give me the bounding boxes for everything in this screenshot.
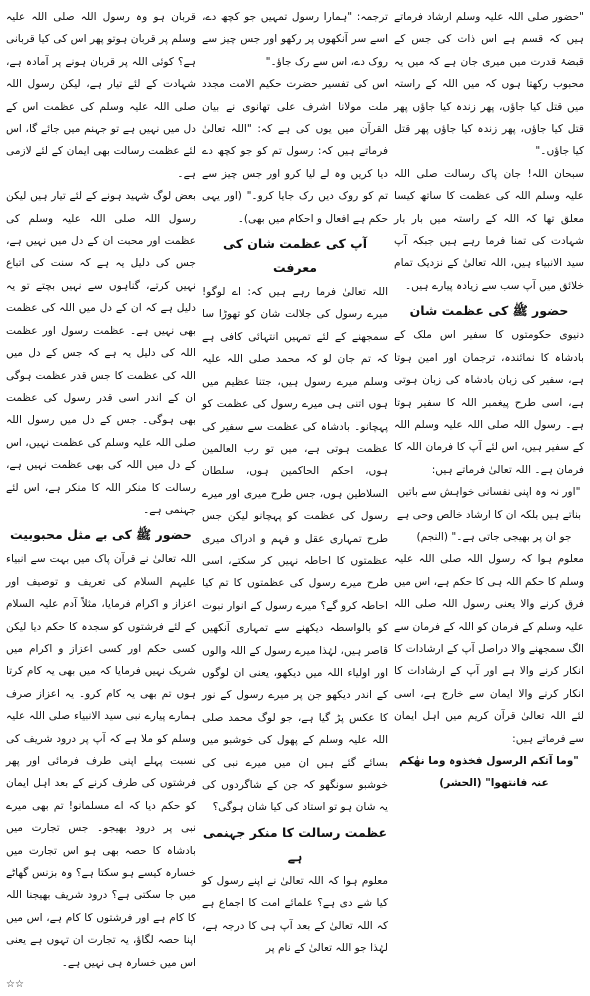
column-left: [6, 6, 196, 991]
column-right: [394, 6, 584, 818]
section-heading: آپ کی عظمت شان کی معرفت: [222, 236, 368, 276]
verse-reference: (النجم): [416, 530, 449, 543]
verse-text: "اور نہ وہ اپنی نفسانی خواہش سے باتیں بناتے ہیں بلکہ ان کا ارشاد خالص وحی ہے جو ان پر بھیجی جاتی ہے۔": [396, 486, 582, 543]
section-heading: عظمت رسالت کا منکر جہنمی ہے: [202, 824, 388, 864]
paragraph: معلوم ہوا کہ اللہ تعالیٰ نے اپنے رسول کو کیا شے دی ہے؟ علمائے امت کا اجماع ہے کہ اللہ تعالیٰ کے بعد آپ ہی کا درجہ ہے، لہٰذا جو اللہ تعالیٰ کے نام پر: [201, 874, 389, 955]
paragraph: "حضور صلی اللہ علیہ وسلم ارشاد فرماتے ہیں کہ قسم ہے اس ذات کی جس کے قبضۂ قدرت میں میری جان ہے کہ میں یہ محبوب رکھتا ہوں کہ میں اللہ کے راستہ میں قتل کیا جاؤں، پھر زندہ کیا جاؤں پھر قتل کیا جاؤں، پھر زندہ کیا جاؤں پھر قتل کیا جاؤں۔": [394, 11, 584, 158]
arabic-text: "وما آتکم الرسول فخذوہ وما نھٰکم عنہ فانتھوا": [399, 755, 579, 790]
section-heading: حضور ﷺ کی عظمت شان: [409, 303, 569, 319]
arabic-verse: [394, 750, 584, 795]
paragraph: معلوم ہوا کہ رسول اللہ صلی اللہ علیہ وسلم کا حکم اللہ ہی کا حکم ہے، اس میں فرق کرنے والا یعنی رسول اللہ صلی اللہ علیہ وسلم کے فرمان کو اللہ کے فرمان سے الگ سمجھنے والا دراصل آپ کے ارشادات کا انکار کرنے والا ہے اور آپ کے ارشادات کا انکار کرنے والا ایمان سے خارج ہے، اسی لئے اللہ تعالیٰ قرآن کریم میں اہل ایمان سے فرماتے ہیں:: [394, 553, 584, 745]
paragraph: اللہ تعالیٰ نے قرآن پاک میں بہت سے انبیاء علیہم السلام کی تعریف و توصیف اور اعزاز و اکرام فرمایا، مثلاً آدم علیہ السلام کے لئے فرشتوں کو سجدہ کا حکم دیا لیکن کسی حکم اور کسی اعزاز و اکرام میں شریک نہیں فرمایا کہ میں بھی یہ کام کرتا ہوں تم بھی یہ کام کرو۔ یہ اعزاز صرف ہمارے پیارے نبی سید الانبیاء صلی اللہ علیہ وسلم کو ملا ہے کہ آپ پر درود شریف کی نسبت پہلے اپنی طرف فرمائی اور پھر فرشتوں کی طرف کرنے کے بعد اہل ایمان کو حکم دیا کہ اے مسلمانو! تم بھی میرے نبی پر درود بھیجو۔ جس تجارت میں بادشاہ کا حصہ بھی ہو اس تجارت میں خسارہ کیسے ہو سکتا ہے؟ وہ بزنس گھاٹے میں جا سکتی ہے؟ درود شریف بھیجنا اللہ کا کام ہے اور فرشتوں کا کام ہے، اس میں اپنا حصہ لگاؤ، یہ تجارت ان تہوں ہے یعنی اس میں خسارہ ہی نہیں ہے۔: [6, 553, 196, 969]
section-heading: حضور ﷺ کی بے مثل محبوبیت: [10, 527, 192, 543]
paragraph: اللہ تعالیٰ فرما رہے ہیں کہ: اے لوگو! میرے رسول کی جلالت شان کو تھوڑا سا سمجھنے کے لئے تمہیں انتہائی کافی ہے کہ تم جان لو کہ محمد صلی اللہ علیہ وسلم میرے رسول ہیں، جتنا عظیم میں ہوں اتنی ہی میرے رسول کی عظمت کو پہچانو۔ بادشاہ کی عظمت سے سفیر کی عظمت ہوتی ہے، میں تو رب العالمین ہوں، احکم الحاکمین ہوں، سلطان السلاطین ہوں، جس طرح میری اور میرے رسول کی عظمت کو پہچانو لیکن جس طرح تمہاری عقل و فہم و ادراک میری عظمتوں کا احاطہ نہیں کر سکتے، اسی طرح میرے رسول کی عظمتوں کا تم کیا احاطہ کرو گے؟ میرے رسول کے انوار نبوت کو بالواسطہ دیکھنے سے تمہاری آنکھیں قاصر ہیں، لہٰذا میرے رسول کے اللہ والوں اور اولیاء اللہ میں دیکھو، یعنی ان لوگوں کے اندر دیکھو جن پر میرے رسول کے نور کا عکس پڑ گیا ہے، جو لوگ محمد صلی اللہ علیہ وسلم کے پھول کی خوشبو میں بسائے گئے ہیں ان میں میرے نبی کی خوشبو سونگھو کہ جن کے شاگردوں کی یہ شان ہو تو استاد کی کیا شان ہوگی؟: [201, 286, 389, 814]
paragraph: دنیوی حکومتوں کا سفیر اس ملک کے بادشاہ کا نمائندہ، ترجمان اور امین ہوتا ہے، سفیر کی زبان بادشاہ کی زبان ہوتی ہے، اسی طرح پیغمبر اللہ کا سفیر ہوتا ہے۔ رسول اللہ صلی اللہ علیہ وسلم اللہ کے سفیر ہیں، اس لئے آپ کا فرمان اللہ کا فرمان ہے۔ اللہ تعالیٰ فرماتے ہیں:: [394, 329, 584, 476]
verse-reference: (الحشر): [439, 777, 482, 790]
end-ornament: ☆☆: [6, 979, 24, 991]
paragraph: قربان ہو وہ رسول اللہ صلی اللہ علیہ وسلم پر قربان ہوتو پھر اس کی کیا قربانی ہے؟ کوئی اللہ پر قربان ہونے پر آمادہ ہے، شہادت کے لئے تیار ہے، لیکن رسول اللہ صلی اللہ علیہ وسلم کی عظمت اس کے دل میں نہیں ہے تو جہنم میں جائے گا، اس لئے عظمت رسالت بھی ایمان کے لئے لازمی ہے۔: [6, 11, 196, 180]
column-middle: [201, 6, 389, 955]
paragraph: ترجمہ: "ہمارا رسول تمہیں جو کچھ دے، اسے سر آنکھوں پر رکھو اور جس چیز سے روک دے، اس سے رک جاؤ۔": [201, 11, 389, 68]
paragraph: اس کی تفسیر حضرت حکیم الامت مجدد ملت مولانا اشرف علی تھانوی نے بیان القرآن میں یوں کی ہے کہ: "اللہ تعالیٰ فرماتے ہیں کہ: رسول تم کو جو کچھ دے دیا کریں وہ لے لیا کرو اور جس چیز سے تم کو روک دیں رک جایا کرو۔" (اور یہی حکم ہے افعال و احکام میں بھی)۔: [201, 78, 389, 225]
paragraph: سبحان اللہ! جان پاک رسالت صلی اللہ علیہ وسلم اللہ کی عظمت کا ساتھ کیسا معلق تھا کہ اللہ کے راستہ میں بار بار شہادت کی تمنا فرما رہے ہیں جبکہ آپ سید الانبیاء ہیں، اللہ تعالیٰ کے نزدیک تمام خلائق میں آپ سب سے زیادہ پیارے ہیں۔: [394, 167, 584, 292]
quran-translation: [394, 481, 584, 548]
paragraph: بعض لوگ شہید ہونے کے لئے تیار ہیں لیکن رسول اللہ صلی اللہ علیہ وسلم کی عظمت اور محبت ان کے دل میں نہیں ہے، جس کی دلیل یہ ہے کہ سنت کی اتباع نہیں کرتے، گناہوں سے نہیں بچتے تو یہ دلیل ہے کہ ان کے دل میں اللہ کی عظمت بھی نہیں ہے۔ عظمت رسول اور عظمت اللہ کی دلیل یہ ہے کہ جس کے دل میں اللہ کی عظمت کا جس قدر عظمت ہوگی ان کے اندر اسی قدر رسول کی عظمت بھی ہوگی۔ جس کے دل میں رسول اللہ صلی اللہ علیہ وسلم کی عظمت نہیں، اس کے دل میں اللہ کی بھی عظمت نہیں ہے، رسالت کا منکر اللہ کا منکر ہے، اس لئے جہنمی ہے۔: [6, 190, 196, 516]
